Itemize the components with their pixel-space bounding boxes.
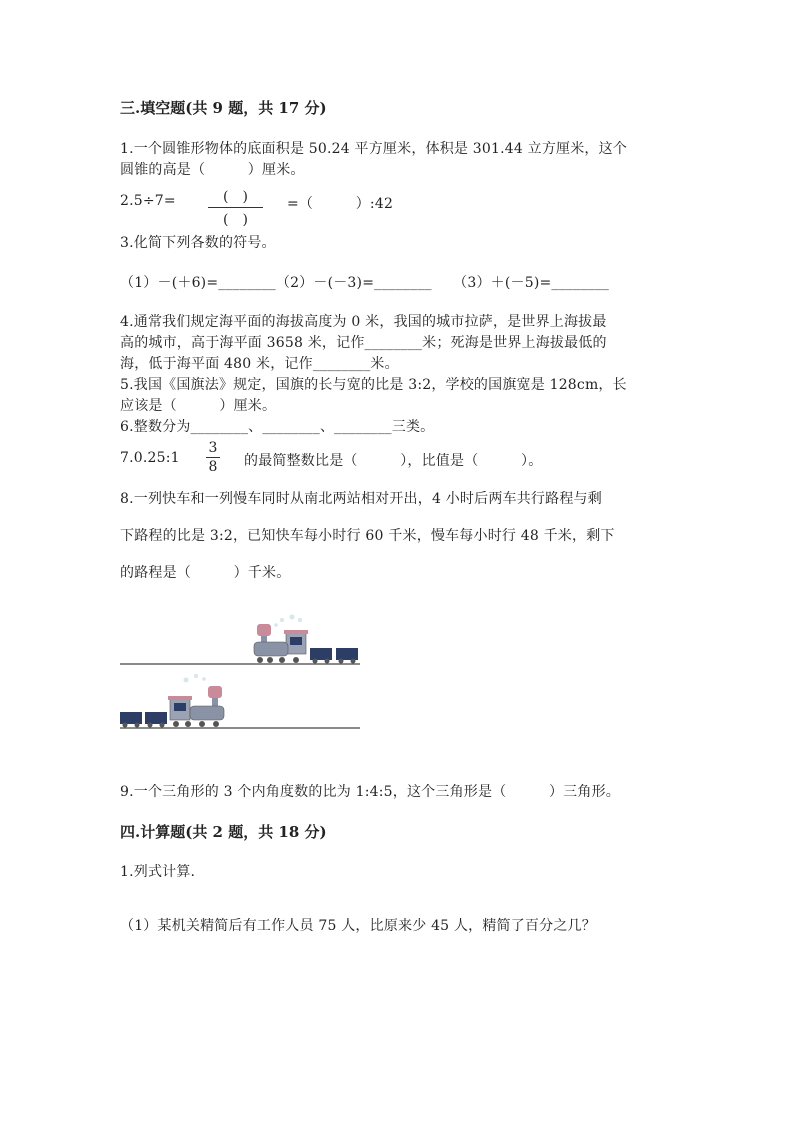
fraction-denominator: ( )	[223, 212, 248, 228]
section-3-heading: 三.填空题(共 9 题，共 17 分)	[120, 99, 327, 117]
question-1-line-2: 圆锥的高是（ ）厘米。	[120, 162, 305, 178]
question-7-suffix: 的最简整数比是（ ），比值是（ ）。	[244, 453, 543, 469]
question-5-line-2: 应该是（ ）厘米。	[120, 398, 277, 414]
bottom-train-icon	[120, 674, 224, 728]
question-2-suffix: =（ ）:42	[287, 196, 394, 212]
section-4-heading: 四.计算题(共 2 题，共 18 分)	[120, 823, 327, 841]
question-2-prefix: 2.5÷7=	[120, 193, 176, 209]
question-4-line-1: 4.通常我们规定海平面的海拔高度为 0 米，我国的城市拉萨，是世界上海拔最	[120, 314, 607, 330]
question-8-line-3: 的路程是（ ）千米。	[120, 565, 291, 581]
fraction-numerator: ( )	[223, 189, 248, 205]
question-6: 6.整数分为________、________、________三类。	[120, 419, 435, 435]
question-3-items: （1）－(＋6)=________（2）－(－3)=________ （3）＋(－5)=________	[120, 275, 610, 291]
question-8-line-1: 8.一列快车和一列慢车同时从南北两站相对开出，4 小时后两车共行路程与剩	[120, 491, 602, 507]
question-8-line-2: 下路程的比是 3:2，已知快车每小时行 60 千米，慢车每小时行 48 千米，剩下	[120, 528, 615, 544]
section-4-question-1-sub-1: （1）某机关精简后有工作人员 75 人，比原来少 45 人，精简了百分之几？	[120, 918, 596, 934]
question-3: 3.化简下列各数的符号。	[120, 235, 276, 251]
question-4-line-2: 高的城市，高于海平面 3658 米，记作________米；死海是世界上海拔最低的	[120, 335, 607, 351]
question-7-prefix: 7.0.25:1	[120, 450, 180, 466]
section-4-question-1: 1.列式计算.	[120, 864, 196, 880]
top-train-icon	[254, 615, 358, 664]
fraction-denominator: 8	[208, 459, 218, 475]
fraction-numerator: 3	[208, 440, 218, 456]
question-5-line-1: 5.我国《国旗法》规定，国旗的长与宽的比是 3:2，学校的国旗宽是 128cm，长	[120, 377, 627, 393]
question-4-line-3: 海，低于海平面 480 米，记作________米。	[120, 356, 399, 372]
question-1-line-1: 1.一个圆锥形物体的底面积是 50.24 平方厘米，体积是 301.44 立方厘米，这个	[120, 141, 628, 157]
question-9: 9.一个三角形的 3 个内角度数的比为 1:4:5，这个三角形是（ ）三角形。	[120, 784, 620, 800]
